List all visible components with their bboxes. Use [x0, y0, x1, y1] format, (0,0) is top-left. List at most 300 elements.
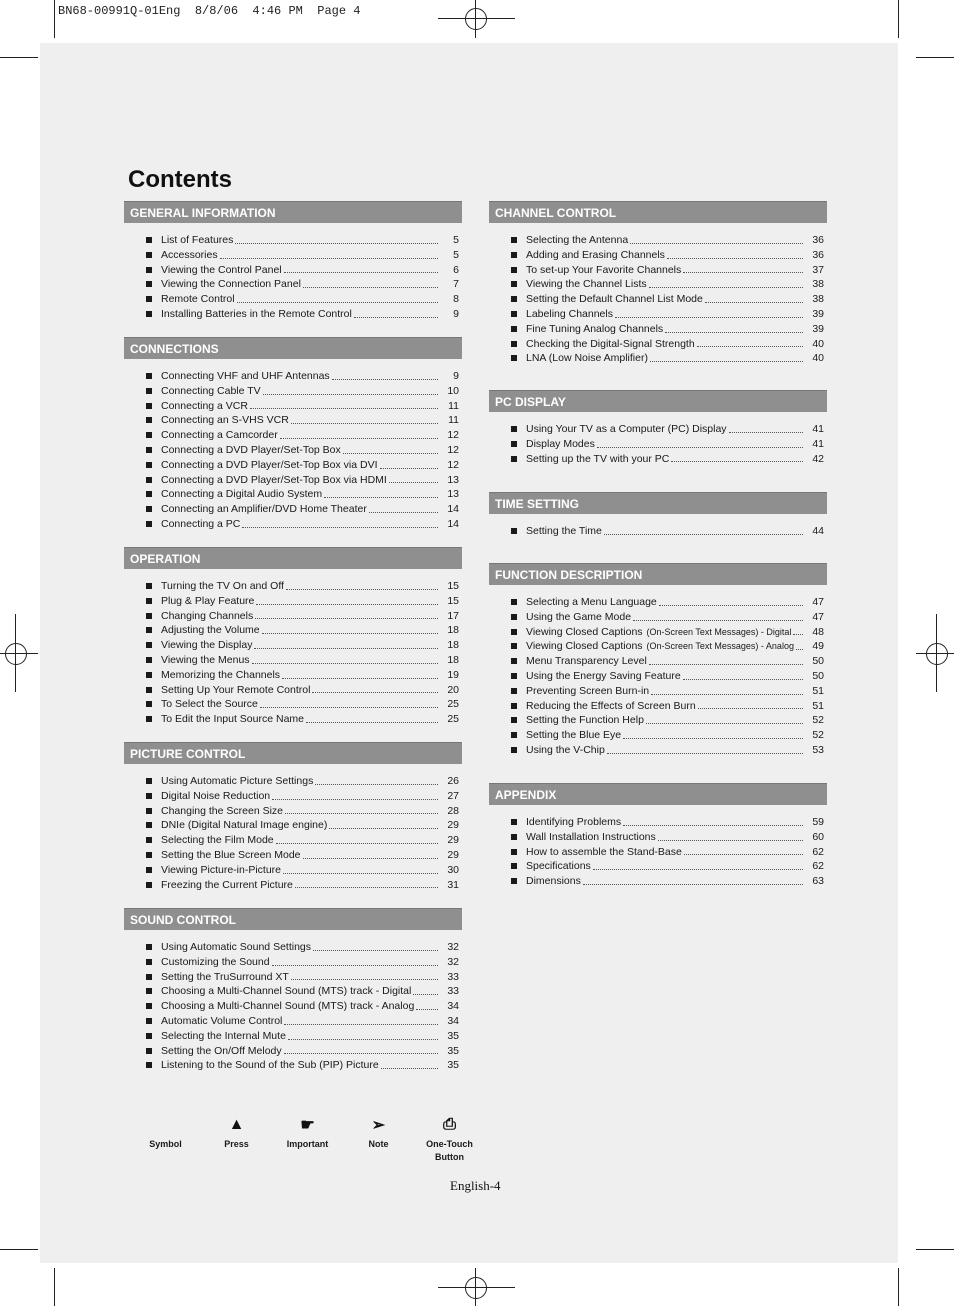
toc-entry[interactable] [124, 712, 462, 727]
toc-entry-page: 35 [447, 1059, 459, 1072]
bullet-square-icon [146, 613, 152, 619]
dot-leader [288, 1039, 438, 1040]
bullet-square-icon [146, 808, 152, 814]
dot-leader [416, 1009, 438, 1010]
toc-entry-page: 62 [812, 860, 824, 873]
section-heading: GENERAL INFORMATION [124, 201, 462, 223]
dot-leader [729, 432, 803, 433]
toc-entry-page: 5 [453, 234, 459, 246]
toc-entry-label: To Edit the Input Source Name [161, 713, 304, 726]
toc-entry-label: Digital Noise Reduction [161, 789, 271, 802]
bullet-square-icon [146, 403, 152, 409]
bullet-square-icon [146, 778, 152, 784]
toc-entry[interactable] [124, 863, 462, 878]
toc-entry-label: Adjusting the Volume [161, 624, 260, 637]
toc-entry[interactable] [489, 437, 827, 452]
toc-entry-page: 35 [447, 1044, 459, 1057]
bullet-square-icon [511, 863, 517, 869]
toc-entry[interactable] [489, 684, 827, 699]
bullet-square-icon [511, 252, 517, 258]
toc-entry-label: Viewing the Menus [161, 653, 250, 666]
toc-entry-label: Reducing the Effects of Screen Burn [526, 699, 696, 712]
toc-list [489, 524, 827, 539]
toc-entry[interactable] [489, 815, 827, 830]
toc-entry[interactable] [489, 859, 827, 874]
toc-entry[interactable] [124, 970, 462, 985]
dot-leader [651, 694, 803, 695]
bullet-square-icon [511, 326, 517, 332]
toc-entry-label: To set-up Your Favorite Channels [526, 263, 682, 276]
toc-entry[interactable] [124, 307, 462, 322]
toc-entry-label: Viewing Closed Captions [526, 640, 643, 653]
toc-entry-page: 35 [447, 1029, 459, 1042]
toc-entry[interactable] [124, 1058, 462, 1073]
toc-list [489, 422, 827, 466]
toc-entry[interactable] [489, 337, 827, 352]
bullet-square-icon [146, 432, 152, 438]
toc-entry-page: 32 [447, 941, 459, 953]
section-heading: CONNECTIONS [124, 337, 462, 359]
bullet-square-icon [146, 627, 152, 633]
toc-entry-label: Turning the TV On and Off [161, 580, 284, 592]
toc-entry-label: Setting up the TV with your PC [526, 452, 670, 465]
legend-spacer [130, 1112, 201, 1138]
toc-entry[interactable] [124, 984, 462, 999]
toc-entry[interactable] [489, 830, 827, 845]
toc-entry[interactable] [489, 845, 827, 860]
toc-entry[interactable] [124, 1044, 462, 1059]
toc-entry-label: Installing Batteries in the Remote Control [161, 307, 352, 320]
toc-entry[interactable] [489, 422, 827, 437]
section-general-information [124, 201, 462, 322]
toc-entry[interactable] [124, 277, 462, 292]
dot-leader [242, 527, 438, 528]
page-title: Contents [128, 166, 232, 193]
toc-entry[interactable] [489, 351, 827, 366]
dot-leader [697, 346, 803, 347]
crop-mark [916, 653, 954, 654]
dot-leader [683, 679, 803, 680]
section-connections [124, 337, 462, 532]
toc-entry[interactable] [124, 804, 462, 819]
toc-entry-label: Selecting the Internal Mute [161, 1029, 286, 1042]
toc-entry[interactable] [489, 248, 827, 263]
dot-leader [263, 394, 438, 395]
toc-entry-label: Automatic Volume Control [161, 1014, 283, 1027]
toc-entry-label: Setting the Function Help [526, 714, 644, 727]
dot-leader [671, 461, 803, 462]
bullet-square-icon [146, 506, 152, 512]
toc-entry-page: 7 [453, 278, 459, 291]
section-heading: SOUND CONTROL [124, 908, 462, 930]
toc-entry[interactable] [124, 818, 462, 833]
toc-entry-label: Viewing the Connection Panel [161, 278, 301, 291]
toc-entry-label: Setting the Time [526, 525, 602, 537]
toc-entry-label: Viewing the Channel Lists [526, 278, 647, 291]
toc-entry[interactable] [489, 452, 827, 467]
toc-entry-page: 33 [447, 985, 459, 998]
toc-entry[interactable] [489, 728, 827, 743]
toc-entry[interactable] [124, 1014, 462, 1029]
toc-entry-label: Connecting a DVD Player/Set-Top Box via DVI [161, 458, 378, 471]
toc-entry[interactable] [489, 307, 827, 322]
toc-entry-label: Connecting an Amplifier/DVD Home Theater [161, 503, 367, 516]
toc-entry-page: 11 [448, 399, 459, 412]
crop-mark [898, 1268, 899, 1306]
toc-entry[interactable] [124, 487, 462, 502]
toc-entry-page: 38 [812, 278, 824, 291]
toc-entry-label: Viewing Picture-in-Picture [161, 863, 282, 876]
bullet-square-icon [511, 341, 517, 347]
dot-leader [667, 258, 803, 259]
toc-entry-page: 18 [447, 639, 459, 652]
bullet-square-icon [146, 417, 152, 423]
toc-entry-label: Connecting a VCR [161, 399, 248, 412]
bullet-square-icon [146, 852, 152, 858]
dot-leader [260, 707, 438, 708]
dot-leader [303, 287, 438, 288]
bullet-square-icon [146, 1018, 152, 1024]
toc-entry[interactable] [124, 638, 462, 653]
toc-entry-label: Choosing a Multi-Channel Sound (MTS) track - Digital [161, 985, 412, 998]
bullet-square-icon [146, 491, 152, 497]
toc-entry[interactable] [489, 639, 827, 654]
symbol-legend [130, 1112, 485, 1164]
toc-entry-label: Checking the Digital-Signal Strength [526, 337, 695, 350]
bullet-square-icon [146, 974, 152, 980]
toc-entry[interactable] [124, 668, 462, 683]
toc-entry-page: 29 [447, 848, 459, 861]
dot-leader [649, 287, 803, 288]
toc-entry-page: 14 [447, 503, 459, 516]
toc-entry-page: 48 [812, 625, 824, 638]
toc-entry[interactable] [489, 233, 827, 248]
bullet-square-icon [511, 629, 517, 635]
toc-entry[interactable] [124, 428, 462, 443]
crop-mark [0, 1249, 38, 1250]
toc-entry-label: Selecting a Menu Language [526, 596, 657, 608]
section-appendix [489, 783, 827, 889]
section-heading: PICTURE CONTROL [124, 742, 462, 764]
bullet-square-icon [146, 237, 152, 243]
dot-leader [283, 873, 438, 874]
toc-entry[interactable] [124, 443, 462, 458]
toc-entry[interactable] [489, 595, 827, 610]
toc-entry-label: Connecting a DVD Player/Set-Top Box via HDMI [161, 473, 387, 486]
bullet-square-icon [146, 373, 152, 379]
bullet-square-icon [511, 237, 517, 243]
dot-leader [650, 361, 803, 362]
dot-leader [343, 453, 438, 454]
toc-entry-label: Setting the TruSurround XT [161, 970, 289, 983]
bullet-square-icon [511, 717, 517, 723]
toc-entry[interactable] [124, 878, 462, 893]
toc-entry[interactable] [124, 473, 462, 488]
bullet-square-icon [511, 732, 517, 738]
dot-leader [254, 648, 438, 649]
bullet-square-icon [146, 1003, 152, 1009]
toc-entry-label: Connecting a PC [161, 517, 241, 530]
toc-entry[interactable] [489, 625, 827, 640]
section-heading: PC DISPLAY [489, 390, 827, 412]
toc-entry[interactable] [124, 458, 462, 473]
toc-entry-label: Specifications [526, 860, 591, 873]
crop-mark [475, 0, 476, 38]
toc-entry-page: 12 [447, 458, 459, 471]
toc-entry-label: Adding and Erasing Channels [526, 248, 665, 261]
legend-item [201, 1112, 272, 1164]
legend-label: Note [368, 1139, 389, 1149]
bullet-square-icon [511, 849, 517, 855]
bullet-square-icon [146, 1062, 152, 1068]
toc-entry[interactable] [124, 292, 462, 307]
bullet-square-icon [511, 703, 517, 709]
toc-entry[interactable] [124, 579, 462, 594]
toc-entry-label: Customizing the Sound [161, 955, 270, 968]
toc-entry[interactable] [124, 263, 462, 278]
bullet-square-icon [511, 643, 517, 649]
bullet-square-icon [146, 447, 152, 453]
toc-entry-label: Listening to the Sound of the Sub (PIP) Picture [161, 1059, 379, 1072]
toc-entry-page: 41 [812, 437, 824, 450]
bullet-square-icon [511, 747, 517, 753]
toc-list [489, 815, 827, 889]
dot-leader [329, 828, 438, 829]
toc-entry[interactable] [489, 524, 827, 539]
bullet-square-icon [146, 311, 152, 317]
toc-entry[interactable] [489, 743, 827, 758]
toc-entry-page: 50 [812, 669, 824, 682]
dot-leader [646, 723, 803, 724]
toc-entry-page: 26 [447, 775, 459, 787]
toc-entry-label: Setting the Blue Screen Mode [161, 848, 301, 861]
toc-entry[interactable] [124, 833, 462, 848]
crop-mark [54, 1268, 55, 1306]
toc-entry[interactable] [124, 940, 462, 955]
toc-entry[interactable] [489, 292, 827, 307]
dot-leader [272, 799, 438, 800]
bullet-square-icon [146, 521, 152, 527]
toc-entry-label: Preventing Screen Burn-in [526, 684, 650, 697]
toc-entry[interactable] [489, 874, 827, 889]
dot-leader [272, 965, 438, 966]
toc-entry[interactable] [489, 322, 827, 337]
bullet-square-icon [146, 642, 152, 648]
toc-entry-page: 19 [447, 668, 459, 681]
legend-item [414, 1112, 485, 1164]
toc-entry-label: LNA (Low Noise Amplifier) [526, 352, 648, 365]
toc-entry[interactable] [124, 233, 462, 248]
dot-leader [604, 534, 803, 535]
dot-leader [389, 482, 438, 483]
section-function-description [489, 563, 827, 758]
toc-entry-label: Wall Installation Instructions [526, 830, 656, 843]
toc-entry-page: 10 [447, 384, 459, 397]
dot-leader [630, 243, 803, 244]
toc-list [489, 595, 827, 758]
bullet-square-icon [146, 959, 152, 965]
toc-entry-page: 8 [453, 293, 459, 306]
toc-entry[interactable] [124, 369, 462, 384]
toc-entry-label: Choosing a Multi-Channel Sound (MTS) track - Analog [161, 1000, 415, 1013]
toc-entry[interactable] [124, 697, 462, 712]
dot-leader [286, 589, 438, 590]
toc-entry[interactable] [124, 774, 462, 789]
crop-mark [916, 57, 954, 58]
dot-leader [280, 438, 438, 439]
dot-leader [252, 663, 438, 664]
legend-item [130, 1112, 201, 1164]
toc-entry-page: 27 [447, 789, 459, 802]
bullet-square-icon [146, 267, 152, 273]
registration-mark-bottom [465, 1277, 487, 1299]
print-header: BN68-00991Q-01Eng 8/8/06 4:46 PM Page 4 [58, 4, 361, 18]
toc-entry-page: 25 [447, 713, 459, 726]
bullet-square-icon [511, 456, 517, 462]
bullet-square-icon [511, 296, 517, 302]
toc-list [124, 369, 462, 532]
bullet-square-icon [146, 867, 152, 873]
toc-entry-label: Using Automatic Picture Settings [161, 775, 314, 787]
toc-entry-label: Plug & Play Feature [161, 594, 255, 607]
bullet-square-icon [146, 672, 152, 678]
toc-entry-label: Fine Tuning Analog Channels [526, 322, 664, 335]
dot-leader [285, 813, 438, 814]
crop-mark [0, 653, 38, 654]
toc-entry[interactable] [124, 413, 462, 428]
toc-entry-label: Viewing the Display [161, 639, 253, 652]
toc-entry[interactable] [489, 713, 827, 728]
bullet-square-icon [146, 988, 152, 994]
toc-entry[interactable] [124, 1029, 462, 1044]
toc-entry-label: Connecting Cable TV [161, 384, 261, 397]
toc-entry-page: 51 [812, 684, 824, 697]
dot-leader [306, 722, 438, 723]
toc-entry-label: DNIe (Digital Natural Image engine) [161, 819, 328, 832]
bullet-square-icon [511, 281, 517, 287]
toc-entry-page: 36 [812, 248, 824, 261]
bullet-square-icon [146, 598, 152, 604]
button-icon: ⎙ [443, 1116, 456, 1133]
dot-leader [623, 825, 803, 826]
toc-entry[interactable] [124, 955, 462, 970]
toc-entry-page: 12 [447, 429, 459, 442]
toc-entry[interactable] [124, 789, 462, 804]
bullet-square-icon [511, 441, 517, 447]
toc-entry-page: 32 [447, 955, 459, 968]
toc-entry-label: List of Features [161, 234, 234, 246]
bullet-square-icon [511, 267, 517, 273]
toc-list [124, 579, 462, 727]
dot-leader [315, 784, 438, 785]
dot-leader [255, 618, 438, 619]
toc-entry[interactable] [124, 248, 462, 263]
toc-entry[interactable] [124, 999, 462, 1014]
section-pc-display [489, 390, 827, 466]
bullet-square-icon [146, 687, 152, 693]
toc-entry-label: Using Automatic Sound Settings [161, 941, 312, 953]
toc-entry-page: 52 [812, 714, 824, 727]
section-heading: FUNCTION DESCRIPTION [489, 563, 827, 585]
toc-entry[interactable] [124, 502, 462, 517]
toc-entry[interactable] [124, 594, 462, 609]
toc-entry-page: 39 [812, 322, 824, 335]
toc-entry[interactable] [489, 654, 827, 669]
toc-entry[interactable] [489, 610, 827, 625]
dot-leader [237, 302, 438, 303]
crop-mark [438, 18, 515, 19]
toc-entry-label: Using the V-Chip [526, 743, 605, 756]
toc-entry-label: Using Your TV as a Computer (PC) Display [526, 423, 727, 435]
dot-leader [593, 869, 803, 870]
dot-leader [284, 1053, 438, 1054]
legend-label: Important [286, 1139, 329, 1149]
section-heading: TIME SETTING [489, 492, 827, 514]
toc-entry-page: 41 [812, 423, 824, 435]
toc-entry[interactable] [124, 653, 462, 668]
toc-entry-page: 52 [812, 729, 824, 742]
dot-leader [354, 317, 438, 318]
toc-entry[interactable] [124, 384, 462, 399]
toc-entry-page: 47 [812, 596, 824, 608]
toc-entry[interactable] [124, 517, 462, 532]
toc-entry-label: Identifying Problems [526, 816, 622, 828]
toc-entry-page: 39 [812, 307, 824, 320]
toc-entry-label: To Select the Source [161, 698, 258, 711]
toc-entry-page: 51 [812, 699, 824, 712]
crop-mark [54, 0, 55, 38]
toc-entry[interactable] [489, 699, 827, 714]
toc-entry-label: Connecting VHF and UHF Antennas [161, 370, 330, 382]
dot-leader [796, 649, 803, 650]
toc-entry-label: Freezing the Current Picture [161, 878, 293, 891]
toc-entry[interactable] [124, 609, 462, 624]
dot-leader [380, 468, 438, 469]
crop-mark [475, 1268, 476, 1306]
toc-entry[interactable] [124, 623, 462, 638]
toc-entry-label: Viewing Closed Captions [526, 625, 643, 638]
bullet-square-icon [511, 599, 517, 605]
dot-leader [607, 753, 803, 754]
toc-entry[interactable] [489, 669, 827, 684]
toc-entry-label: Viewing the Control Panel [161, 263, 282, 276]
crop-mark [936, 614, 937, 692]
bullet-square-icon [146, 837, 152, 843]
toc-entry-label: Changing the Screen Size [161, 804, 283, 817]
bullet-square-icon [511, 355, 517, 361]
toc-entry-page: 50 [812, 655, 824, 668]
toc-entry-page: 13 [447, 488, 459, 501]
toc-entry-page: 31 [447, 878, 459, 891]
arrow-icon: ➢ [371, 1117, 386, 1134]
toc-entry[interactable] [489, 263, 827, 278]
toc-entry[interactable] [124, 399, 462, 414]
section-heading: OPERATION [124, 547, 462, 569]
bullet-square-icon [511, 834, 517, 840]
bullet-square-icon [511, 878, 517, 884]
toc-entry[interactable] [124, 848, 462, 863]
toc-entry-label: Remote Control [161, 293, 235, 306]
toc-entry-page: 63 [812, 875, 824, 888]
bullet-square-icon [146, 252, 152, 258]
toc-entry-label: Connecting a Camcorder [161, 429, 278, 442]
toc-entry-label: How to assemble the Stand-Base [526, 845, 682, 858]
dot-leader [369, 512, 438, 513]
toc-entry[interactable] [489, 277, 827, 292]
toc-entry[interactable] [124, 683, 462, 698]
toc-entry-page: 40 [812, 337, 824, 350]
bullet-square-icon [146, 793, 152, 799]
